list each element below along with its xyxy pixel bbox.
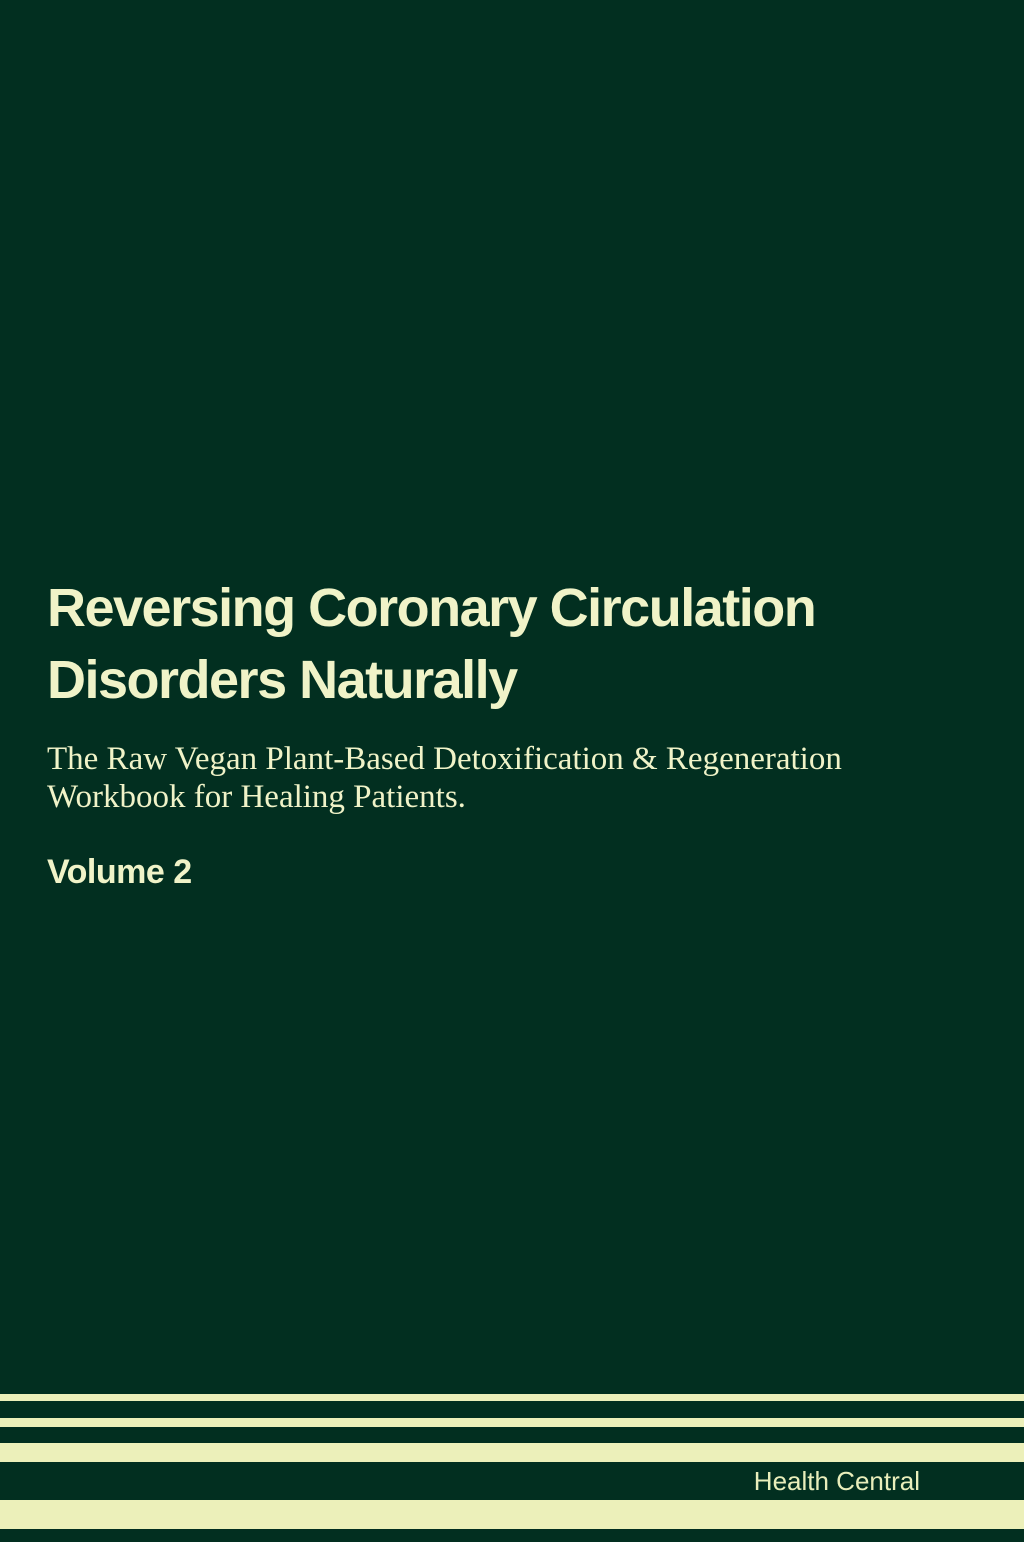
book-title-line-2: Disorders Naturally (47, 650, 517, 710)
book-title-line-1: Reversing Coronary Circulation (47, 578, 816, 638)
footer-stripe-wide (0, 1443, 1024, 1462)
footer-stripe-medium (0, 1418, 1024, 1427)
footer-stripe-thick (0, 1500, 1024, 1529)
publisher-name: Health Central (753, 1466, 920, 1496)
publisher-band (0, 1462, 1024, 1500)
book-subtitle-line-1: The Raw Vegan Plant-Based Detoxification & Regeneration (47, 741, 842, 777)
book-title (47, 572, 815, 716)
footer-stripe-thin (0, 1394, 1024, 1401)
book-subtitle (47, 740, 842, 816)
title-block (47, 572, 815, 716)
book-subtitle-line-2: Workbook for Healing Patients. (47, 779, 466, 815)
volume-label: Volume 2 (47, 853, 192, 891)
